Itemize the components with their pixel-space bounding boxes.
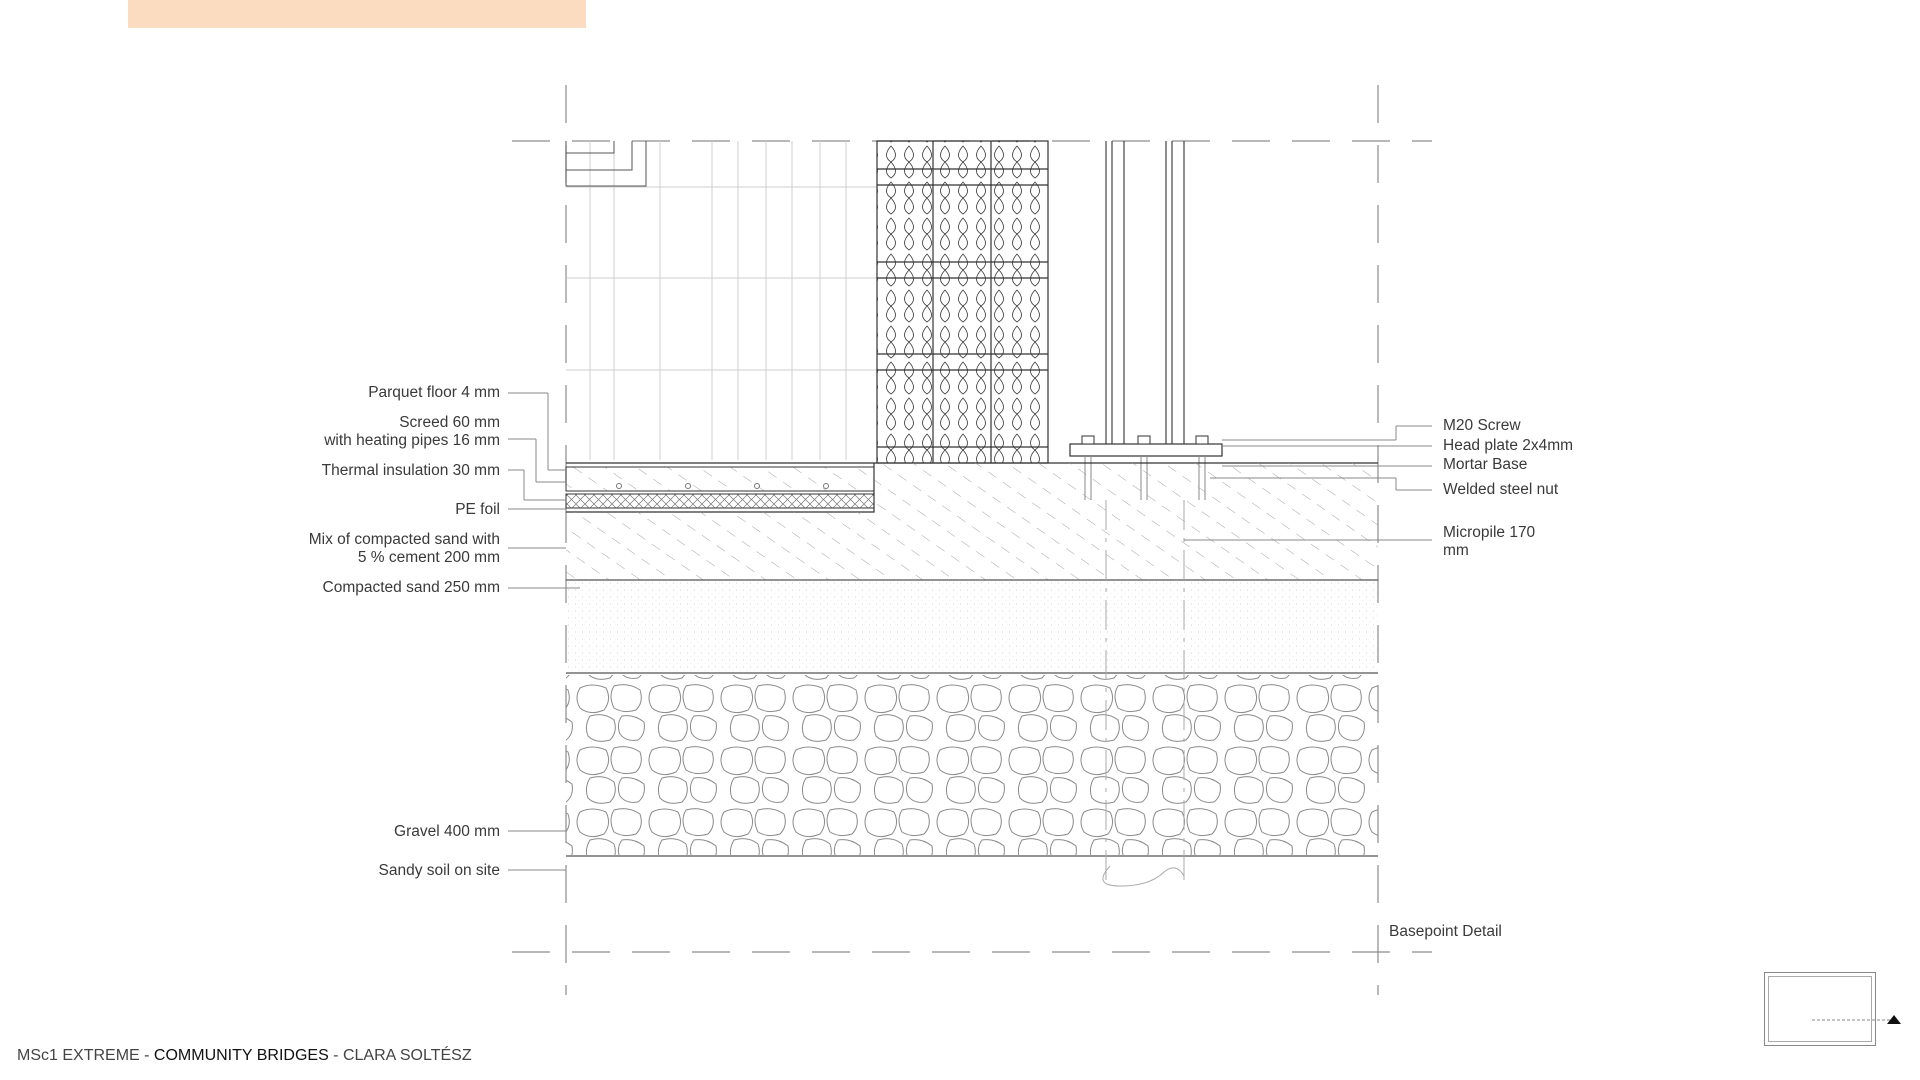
detail-title: Basepoint Detail (1389, 923, 1502, 940)
label-thermal-insulation: Thermal insulation 30 mm (321, 462, 500, 479)
page-minimap[interactable] (1764, 972, 1876, 1046)
label-m20-screw: M20 Screw (1443, 417, 1521, 434)
footer-course: MSc1 EXTREME - (17, 1047, 154, 1064)
label-screed-line2: with heating pipes 16 mm (324, 432, 500, 449)
label-head-plate: Head plate 2x4mm (1443, 437, 1574, 454)
label-micropile-line1: Micropile 170 (1443, 524, 1536, 541)
minimap-viewport (1768, 976, 1872, 1042)
label-sand-cement-line2: 5 % cement 200 mm (357, 549, 500, 566)
label-pe-foil: PE foil (455, 501, 500, 518)
footer-project: COMMUNITY BRIDGES (153, 1047, 329, 1064)
label-micropile-line2: mm (1443, 542, 1469, 559)
footer-author: - CLARA SOLTÉSZ (328, 1047, 472, 1064)
footer-credit (17, 1047, 472, 1065)
label-gravel: Gravel 400 mm (394, 823, 500, 840)
label-screed-line1: Screed 60 mm (399, 414, 500, 431)
label-sandy-soil: Sandy soil on site (378, 862, 500, 879)
minimap-pointer-icon (1812, 1010, 1912, 1032)
label-welded-steel-nut: Welded steel nut (1443, 481, 1559, 498)
label-compacted-sand: Compacted sand 250 mm (322, 579, 500, 596)
label-sand-cement-line1: Mix of compacted sand with (308, 531, 500, 548)
label-mortar-base: Mortar Base (1443, 456, 1528, 473)
label-parquet-floor: Parquet floor 4 mm (368, 384, 500, 401)
